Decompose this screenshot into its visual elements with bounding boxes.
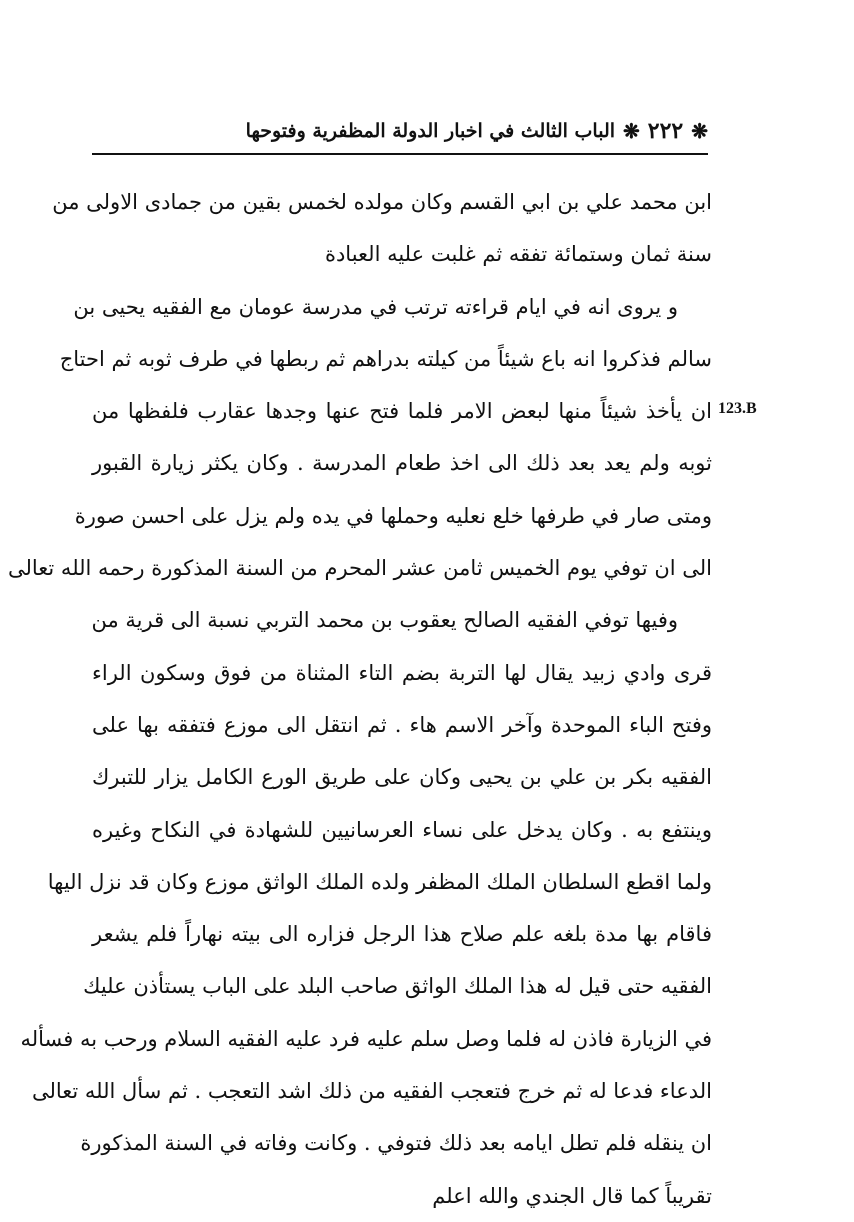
page-number: ٢٢٢	[647, 118, 684, 144]
text-line: ان يأخذ شيئاً منها لبعض الامر فلما فتح عنها وجدها عقارب فلفظها من	[92, 399, 712, 424]
text-line: ثوبه ولم يعد بعد ذلك الى اخذ طعام المدرسة . وكان يكثر زيارة القبور	[92, 451, 712, 476]
chapter-title: الباب الثالث في اخبار الدولة المظفرية وفتوحها	[245, 120, 616, 142]
ornament-right: ❋	[691, 119, 708, 143]
ornament-left: ❋	[623, 119, 640, 143]
text-line: الدعاء فدعا له ثم خرج فتعجب الفقيه من ذلك اشد التعجب . ثم سأل الله تعالى	[31, 1079, 712, 1104]
text-line: ابن محمد علي بن ابي القسم وكان مولده لخمس بقين من جمادى الاولى من	[52, 190, 712, 214]
text-line: في الزيارة فاذن له فلما وصل سلم عليه فرد عليه الفقيه السلام ورحب به فسأله	[20, 1026, 712, 1051]
text-line: تقريباً كما قال الجندي والله اعلم	[432, 1183, 712, 1208]
text-line: وينتفع به . وكان يدخل على نساء العرسانيين للشهادة في النكاح وغيره	[92, 817, 712, 842]
text-line: سنة ثمان وستمائة تفقه ثم غلبت عليه العبادة	[324, 242, 712, 267]
header-divider	[92, 153, 708, 155]
text-line: الفقيه حتى قيل له هذا الملك الواثق صاحب البلد على الباب يستأذن عليك	[83, 974, 712, 999]
running-header	[92, 112, 708, 150]
text-line: الفقيه بكر بن علي بن يحيى وكان على طريق الورع الكامل يزار للتبرك	[92, 765, 712, 790]
text-line: فاقام بها مدة بلغه علم صلاح هذا الرجل فزاره الى بيته نهاراً فلم يشعر	[92, 922, 712, 947]
text-line: قرى وادي زبيد يقال لها التربة بضم التاء المثناة من فوق وسكون الراء	[92, 660, 712, 685]
text-line: و يروى انه في ايام قراءته ترتب في مدرسة عومان مع الفقيه يحيى بن	[73, 294, 678, 319]
manuscript-folio-reference: 123.B	[718, 400, 757, 417]
text-line: وفيها توفي الفقيه الصالح يعقوب بن محمد التربي نسبة الى قرية من	[91, 608, 678, 633]
body-text	[7, 176, 712, 1222]
text-line: ولما اقطع السلطان الملك المظفر ولده الملك الواثق موزع وكان قد نزل اليها	[47, 869, 712, 894]
text-line: الى ان توفي يوم الخميس ثامن عشر المحرم من السنة المذكورة رحمه الله تعالى	[7, 556, 712, 581]
text-line: ان ينقله فلم تطل ايامه بعد ذلك فتوفي . وكانت وفاته في السنة المذكورة	[80, 1131, 712, 1156]
text-line: سالم فذكروا انه باع شيئاً من كيلته بدراهم ثم ربطها في طرف ثوبه ثم احتاج	[59, 346, 712, 371]
text-line: ومتى صار في طرفها خلع نعليه وحملها في يده ولم يزل على احسن صورة	[74, 503, 712, 528]
text-line: وفتح الباء الموحدة وآخر الاسم هاء . ثم انتقل الى موزع فتفقه بها على	[92, 712, 712, 737]
